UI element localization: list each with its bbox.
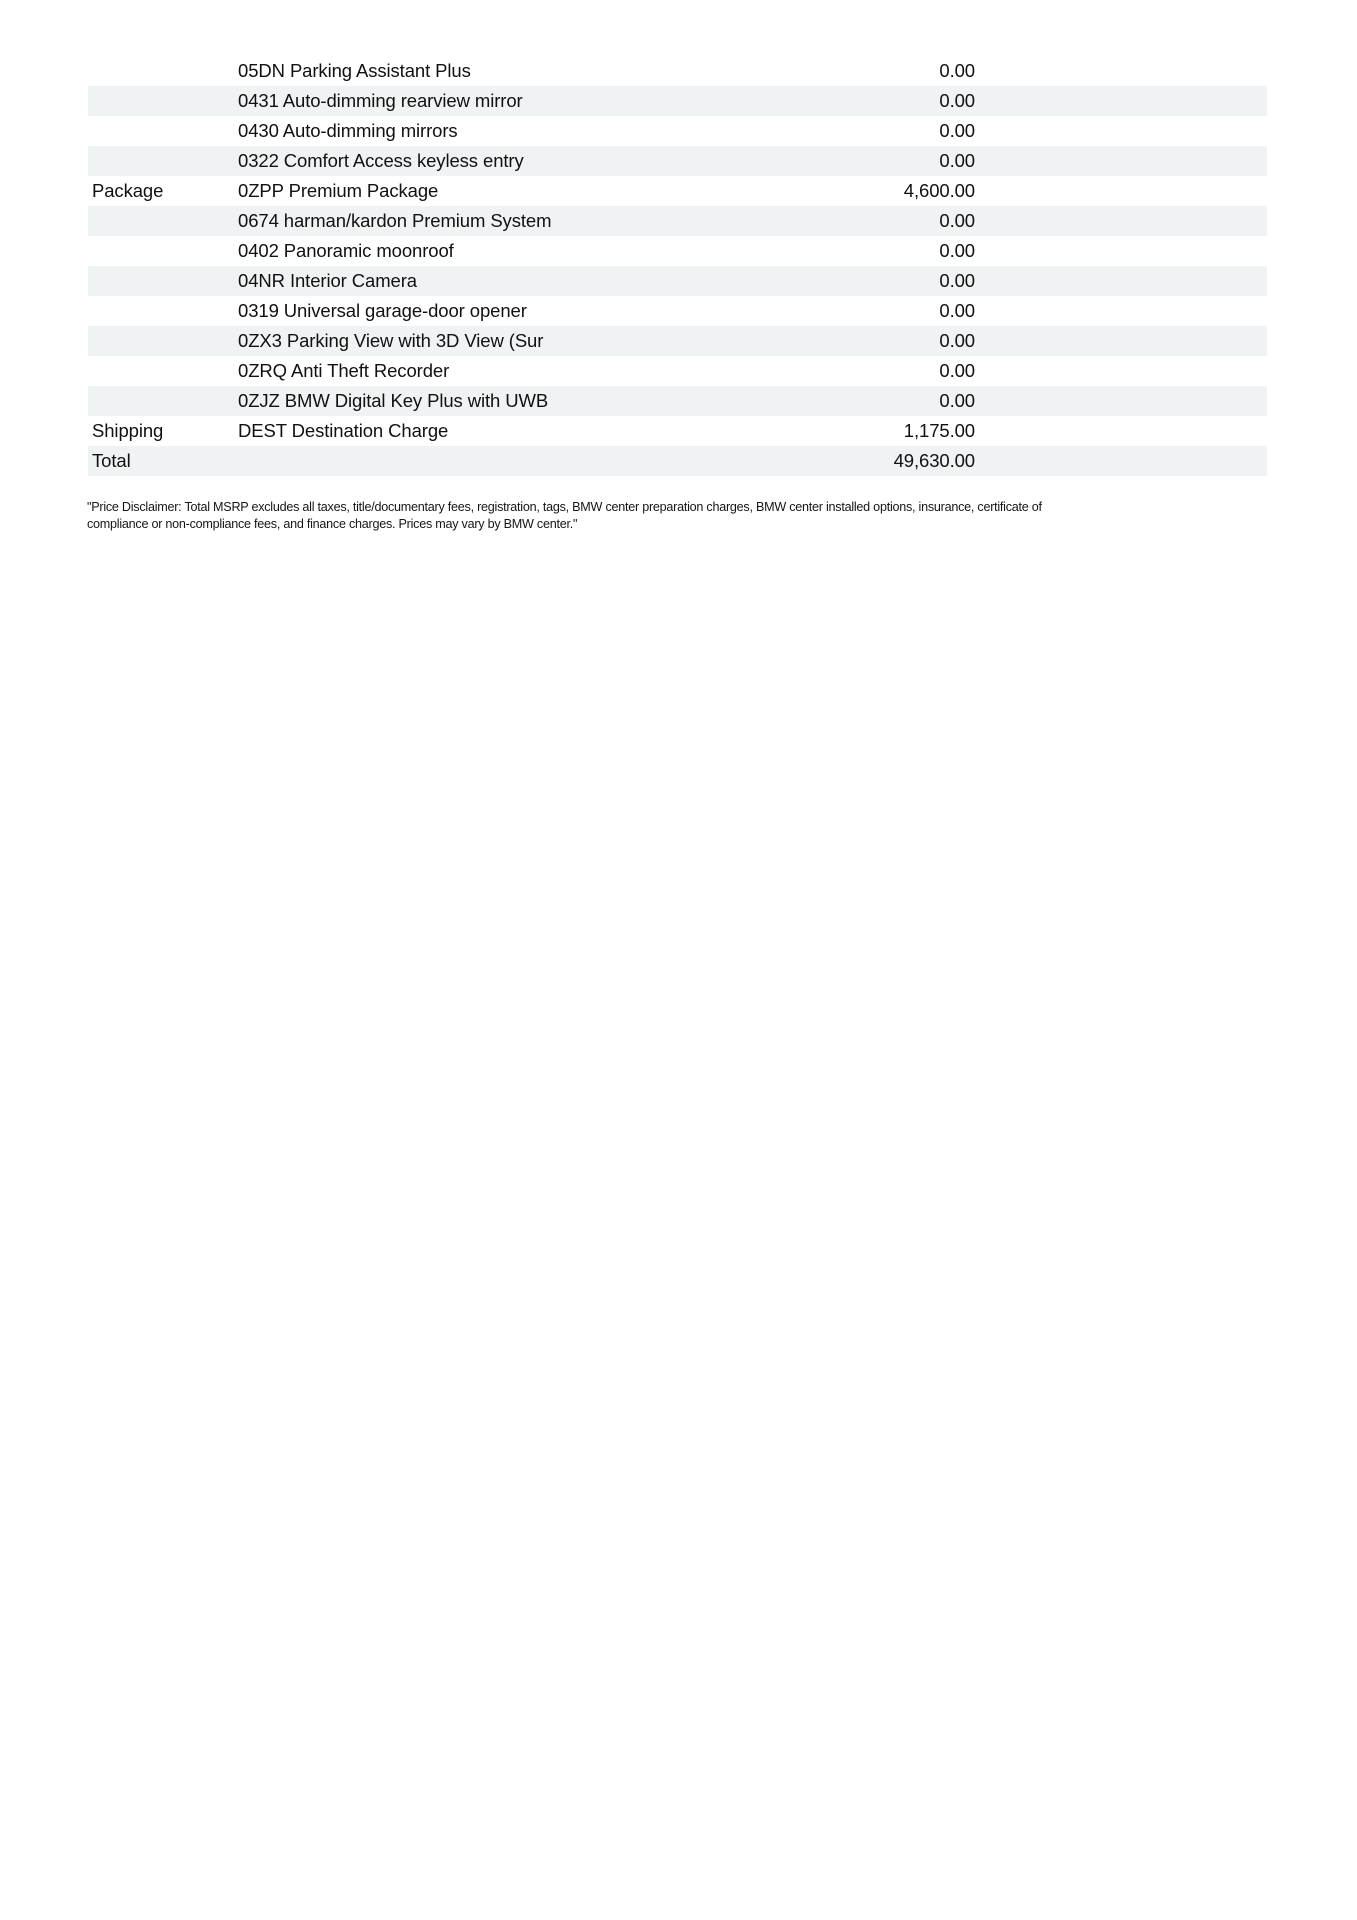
table-row <box>88 416 1267 446</box>
category-cell: Total <box>92 450 131 471</box>
option-cell: 0431 Auto-dimming rearview mirror <box>238 90 523 111</box>
row-right-padding <box>975 86 1267 116</box>
price-disclaimer <box>87 499 1042 533</box>
price-cell: 0.00 <box>939 390 975 411</box>
category-cell <box>88 116 238 146</box>
price-cell: 0.00 <box>939 300 975 321</box>
category-cell <box>88 296 238 326</box>
option-cell: 0322 Comfort Access keyless entry <box>238 150 524 171</box>
option-cell <box>238 446 775 476</box>
table-row <box>88 446 1267 476</box>
price-cell: 1,175.00 <box>903 420 975 441</box>
price-cell: 0.00 <box>939 210 975 231</box>
row-right-padding <box>975 326 1267 356</box>
category-cell <box>88 56 238 86</box>
table-row <box>88 386 1267 416</box>
category-cell <box>88 356 238 386</box>
row-right-padding <box>975 116 1267 146</box>
row-right-padding <box>975 206 1267 236</box>
category-cell <box>88 206 238 236</box>
price-cell: 0.00 <box>939 330 975 351</box>
table-row <box>88 176 1267 206</box>
row-right-padding <box>975 416 1267 446</box>
option-cell: 0ZPP Premium Package <box>238 180 439 201</box>
category-cell <box>88 386 238 416</box>
row-right-padding <box>975 176 1267 206</box>
category-cell <box>88 266 238 296</box>
option-cell: 05DN Parking Assistant Plus <box>238 60 471 81</box>
category-cell: Package <box>92 180 164 201</box>
table-row <box>88 86 1267 116</box>
price-cell: 0.00 <box>939 90 975 111</box>
category-cell <box>88 236 238 266</box>
pricing-table <box>88 56 1267 476</box>
row-right-padding <box>975 56 1267 86</box>
option-cell: 0674 harman/kardon Premium System <box>238 210 552 231</box>
price-cell: 0.00 <box>939 60 975 81</box>
row-right-padding <box>975 356 1267 386</box>
disclaimer-line: "Price Disclaimer: Total MSRP excludes all taxes, title/documentary fees, registration, tags, BMW center preparation charges, BMW center installed options, insurance, certificate of <box>87 500 1042 514</box>
option-cell: 0ZX3 Parking View with 3D View (Sur <box>238 330 544 351</box>
option-cell: 0402 Panoramic moonroof <box>238 240 454 261</box>
table-row <box>88 296 1267 326</box>
price-cell: 0.00 <box>939 270 975 291</box>
option-cell: 0319 Universal garage-door opener <box>238 300 527 321</box>
row-right-padding <box>975 296 1267 326</box>
table-row <box>88 56 1267 86</box>
row-right-padding <box>975 386 1267 416</box>
table-row <box>88 116 1267 146</box>
row-right-padding <box>975 266 1267 296</box>
table-row <box>88 146 1267 176</box>
table-row <box>88 206 1267 236</box>
option-cell: DEST Destination Charge <box>238 420 449 441</box>
category-cell <box>88 326 238 356</box>
row-right-padding <box>975 236 1267 266</box>
category-cell <box>88 146 238 176</box>
price-cell: 0.00 <box>939 150 975 171</box>
price-cell: 0.00 <box>939 240 975 261</box>
option-cell: 04NR Interior Camera <box>238 270 417 291</box>
table-row <box>88 326 1267 356</box>
price-cell: 0.00 <box>939 360 975 381</box>
category-cell <box>88 86 238 116</box>
price-cell: 0.00 <box>939 120 975 141</box>
option-cell: 0ZRQ Anti Theft Recorder <box>238 360 450 381</box>
price-cell: 49,630.00 <box>893 450 975 471</box>
table-row <box>88 266 1267 296</box>
option-cell: 0ZJZ BMW Digital Key Plus with UWB <box>238 390 549 411</box>
row-right-padding <box>975 446 1267 476</box>
disclaimer-line: compliance or non-compliance fees, and finance charges. Prices may vary by BMW center." <box>87 517 578 531</box>
table-row <box>88 356 1267 386</box>
category-cell: Shipping <box>92 420 164 441</box>
row-right-padding <box>975 146 1267 176</box>
price-cell: 4,600.00 <box>903 180 975 201</box>
table-row <box>88 236 1267 266</box>
option-cell: 0430 Auto-dimming mirrors <box>238 120 458 141</box>
